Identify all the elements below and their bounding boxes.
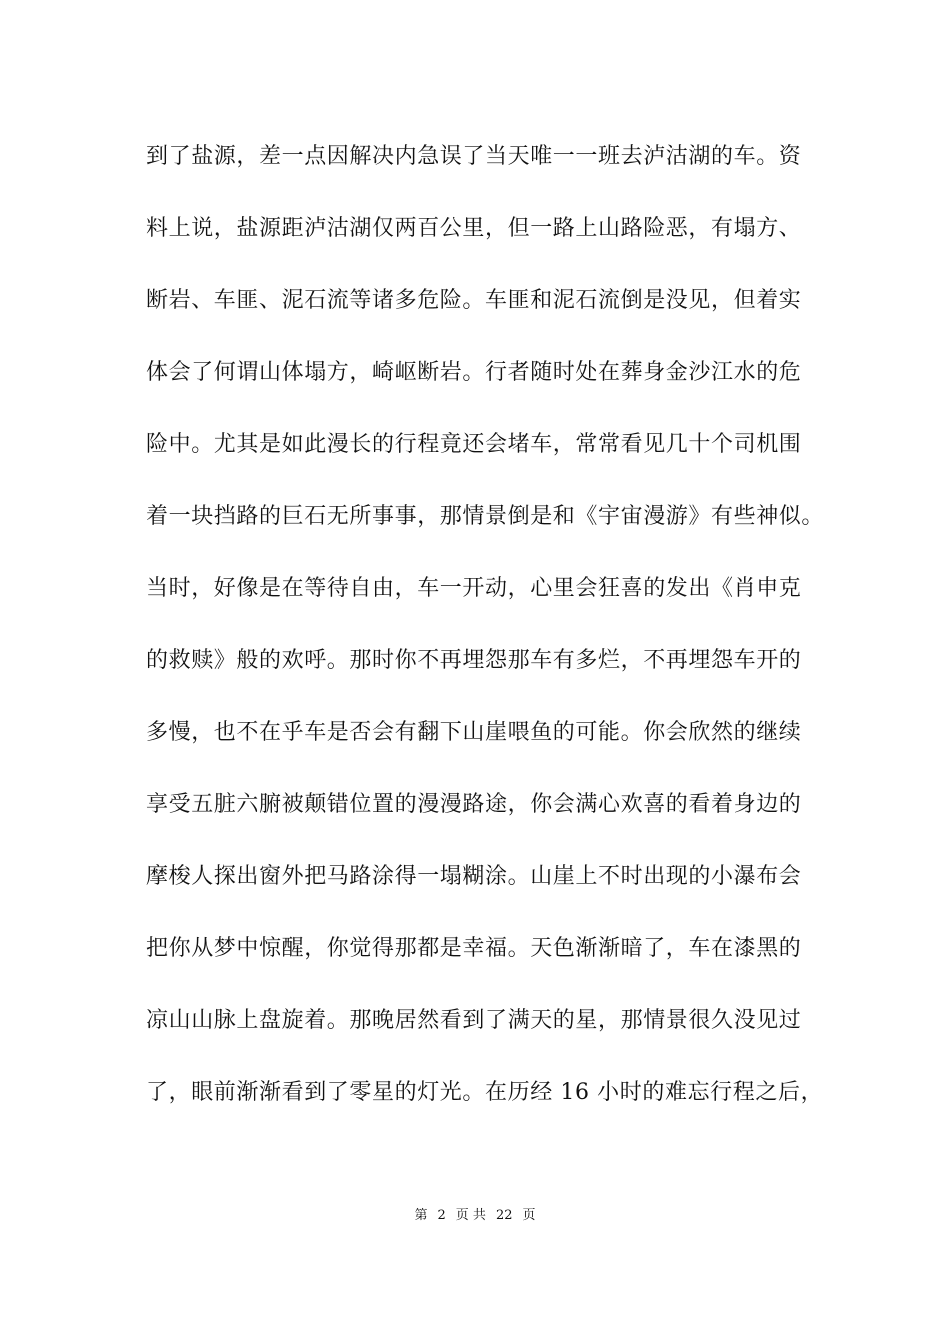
footer-suffix: 页 <box>522 1208 536 1223</box>
text-line: 摩梭人探出窗外把马路涂得一塌糊涂。山崖上不时出现的小瀑布会 <box>146 864 802 889</box>
current-page-number: 2 <box>437 1208 446 1223</box>
text-line: 享受五脏六腑被颠错位置的漫漫路途，你会满心欢喜的看着身边的 <box>146 792 802 817</box>
total-pages-number: 22 <box>495 1208 513 1223</box>
text-line: 了，眼前渐渐看到了零星的灯光。在历经 16 小时的难忘行程之后， <box>146 1080 824 1105</box>
text-line: 到了盐源，差一点因解决内急误了当天唯一一班去泸沽湖的车。资 <box>146 144 802 169</box>
text-line: 料上说，盐源距泸沽湖仅两百公里，但一路上山路险恶，有塌方、 <box>146 216 802 241</box>
text-line: 把你从梦中惊醒，你觉得那都是幸福。天色渐渐暗了，车在漆黑的 <box>146 936 802 961</box>
text-line: 着一块挡路的巨石无所事事，那情景倒是和《宇宙漫游》有些神似。 <box>146 504 825 529</box>
footer-middle: 页 共 <box>455 1208 486 1223</box>
text-line: 多慢，也不在乎车是否会有翻下山崖喂鱼的可能。你会欣然的继续 <box>146 720 802 745</box>
text-line: 的救赎》般的欢呼。那时你不再埋怨那车有多烂，不再埋怨车开的 <box>146 648 802 673</box>
body-text <box>146 138 836 1146</box>
text-line: 凉山山脉上盘旋着。那晚居然看到了满天的星，那情景很久没见过 <box>146 1008 802 1033</box>
text-line: 当时，好像是在等待自由，车一开动，心里会狂喜的发出《肖申克 <box>146 576 802 601</box>
text-line: 体会了何谓山体塌方，崎岖断岩。行者随时处在葬身金沙江水的危 <box>146 360 802 385</box>
text-line: 断岩、车匪、泥石流等诸多危险。车匪和泥石流倒是没见，但着实 <box>146 288 802 313</box>
page-footer <box>0 1206 950 1226</box>
text-line: 险中。尤其是如此漫长的行程竟还会堵车，常常看见几十个司机围 <box>146 432 802 457</box>
footer-prefix: 第 <box>414 1208 428 1223</box>
